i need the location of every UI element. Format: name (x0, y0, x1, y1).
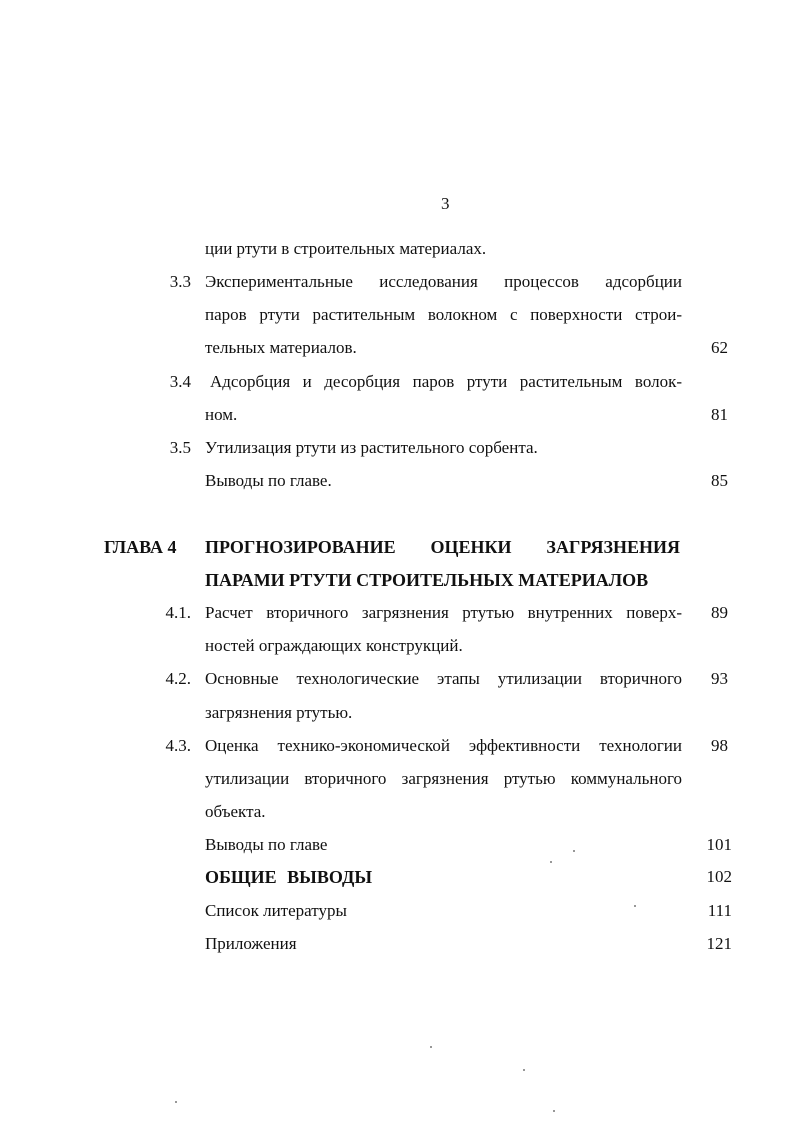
toc-page-3-3: 62 (711, 338, 728, 357)
toc-conclusions-ch3: Выводы по главе. (205, 471, 332, 490)
toc-page-conclusions-ch3: 85 (711, 471, 728, 490)
toc-page-conclusions-ch4: 101 (706, 835, 732, 854)
toc-entry-4-1-line1: Расчет вторичного загрязнения ртутью внутренних поверх- (205, 603, 682, 622)
toc-number-3-4: 3.4 (169, 372, 191, 391)
toc-entry-4-3-line3: объекта. (205, 802, 266, 821)
toc-entry-3-5-line1: Утилизация ртути из растительного сорбента. (205, 438, 538, 457)
toc-entry-3-3-line3: тельных материалов. (205, 338, 357, 357)
toc-page-references: 111 (707, 901, 732, 920)
toc-page-general-conclusions: 102 (706, 867, 732, 886)
toc-number-4-2: 4.2. (165, 669, 191, 688)
toc-entry-4-1-line2: ностей ограждающих конструкций. (205, 636, 463, 655)
toc-page-4-1: 89 (711, 603, 728, 622)
toc-page-4-2: 93 (711, 669, 728, 688)
toc-entry-4-3-line2: утилизации вторичного загрязнения ртутью коммунального (205, 769, 682, 788)
toc-page-appendices: 121 (706, 934, 732, 953)
toc-general-conclusions: ОБЩИЕ ВЫВОДЫ (205, 867, 373, 887)
scan-speck (430, 1046, 432, 1048)
toc-references: Список литературы (205, 901, 347, 920)
toc-page-4-3: 98 (711, 736, 728, 755)
chapter-4-label: ГЛАВА 4 (104, 537, 177, 557)
scan-speck (550, 861, 552, 863)
toc-page-3-4: 81 (711, 405, 728, 424)
toc-entry-4-3-line1: Оценка технико-экономической эффективности технологии (205, 736, 682, 755)
chapter-4-title-line1: ПРОГНОЗИРОВАНИЕ ОЦЕНКИ ЗАГРЯЗНЕНИЯ (205, 537, 680, 557)
toc-entry-4-2-line1: Основные технологические этапы утилизации вторичного (205, 669, 682, 688)
scan-speck (523, 1069, 525, 1071)
scan-speck (573, 850, 575, 852)
chapter-4-title-line2: ПАРАМИ РТУТИ СТРОИТЕЛЬНЫХ МАТЕРИАЛОВ (205, 570, 649, 590)
scan-speck (553, 1110, 555, 1112)
toc-conclusions-ch4: Выводы по главе (205, 835, 328, 854)
toc-line-3-2-tail: ции ртути в строительных материалах. (205, 239, 487, 258)
scan-speck (634, 905, 636, 907)
toc-entry-3-3-line2: паров ртути растительным волокном с поверхности строи- (205, 305, 682, 324)
toc-entry-3-4-line2: ном. (205, 405, 238, 424)
toc-number-3-5: 3.5 (169, 438, 191, 457)
toc-entry-3-3-line1: Экспериментальные исследования процессов адсорбции (205, 272, 682, 291)
toc-number-4-3: 4.3. (165, 736, 191, 755)
toc-entry-4-2-line2: загрязнения ртутью. (205, 703, 353, 722)
toc-appendices: Приложения (205, 934, 297, 953)
toc-entry-3-4-line1: Адсорбция и десорбция паров ртути растительным волок- (210, 372, 682, 391)
toc-number-3-3: 3.3 (169, 272, 191, 291)
scan-speck (175, 1101, 177, 1103)
toc-number-4-1: 4.1. (165, 603, 191, 622)
page-number: 3 (441, 194, 450, 213)
